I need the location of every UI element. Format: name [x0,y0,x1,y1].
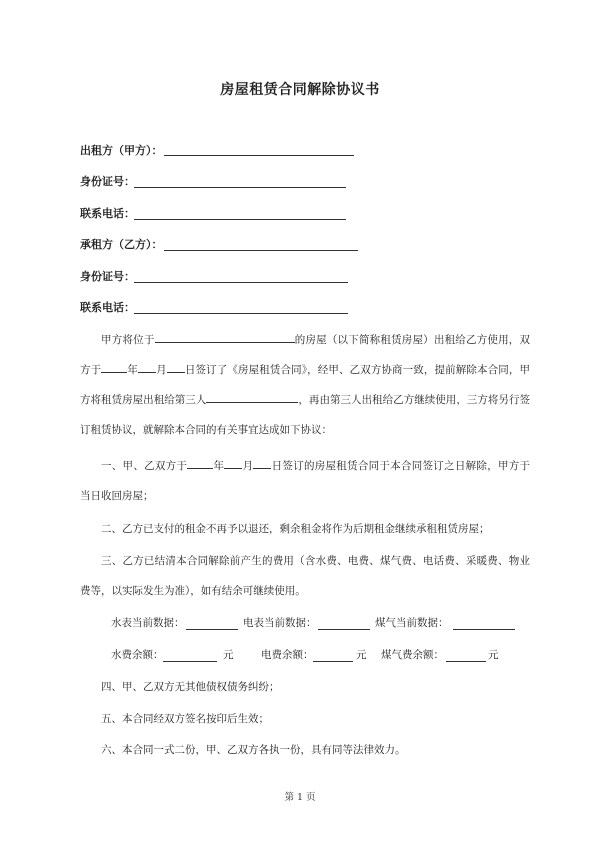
water-reading-line [186,629,238,630]
gas-balance-unit: 元 [488,649,499,661]
electric-balance-unit: 元 [356,649,367,661]
water-balance-line [163,661,217,662]
lessor-label: 出租方（甲方）： [80,144,163,157]
clause-6: 六、本合同一式二份，甲、乙双方各执一份，具有同等法律效力。 [101,744,406,756]
third-party-blank [206,390,298,403]
clause-5: 五、本合同经双方签名按印后生效； [101,713,269,725]
intro-text-5: 日签订了《房屋租赁合同》，经甲、乙双方协商一致，提前解除本合同，甲方将租赁房屋出租给第三人 [80,364,531,406]
water-balance-unit: 元 [223,649,234,661]
water-reading-label: 水表当前数据： [111,617,185,629]
intro-text-6: ，再由第三人出租给乙方继续使用，三方将另行签订租赁协议，就解除本合同的有关事宜达成如下协议： [80,394,531,436]
intro-paragraph [80,325,530,445]
lessor-name-line [164,155,354,156]
address-blank [155,330,295,343]
document-title: 房屋租赁合同解除协议书 [220,82,380,98]
page-footer: 第 1 页 [284,792,316,803]
gas-reading-label: 煤气当前数据： [375,617,449,629]
lessee-phone-label: 联系电话： [80,301,135,314]
clause-2: 二、乙方已支付的租金不再予以退还，剩余租金将作为后期租金继续承租租赁房屋； [101,523,490,535]
clause-1-text-2: 年 [213,460,225,472]
gas-balance-line [446,661,486,662]
clause-1-month-blank [224,456,242,469]
clause-3: 三、乙方已结清本合同解除前产生的费用（含水费、电费、煤气费、电话费、采暖费、物业费等，以实际发生为准），如有结余可继续使用。 [80,555,530,597]
lessor-id-label: 身份证号： [80,175,135,188]
lessor-phone-line [134,219,346,220]
clause-1-year-blank [187,456,213,469]
clause-1-text-4: 日签订的房屋租赁合同于本合同签订之日解除，甲方于当日收回房屋； [80,460,531,502]
lessee-label: 承租方（乙方）： [80,238,163,251]
water-balance-label: 水费余额： [111,649,164,661]
intro-text-3: 年 [127,364,138,376]
year-blank [101,360,127,373]
lessor-id-line [134,187,346,188]
clause-1-day-blank [253,456,271,469]
month-blank [138,360,156,373]
lessee-id-line [134,282,348,283]
electric-reading-line [318,629,370,630]
day-blank [167,360,185,373]
electric-balance-line [313,661,353,662]
lessee-phone-line [134,313,348,314]
lessor-phone-label: 联系电话： [80,207,135,220]
electric-balance-label: 电费余额： [261,649,314,661]
clause-1-text-3: 月 [242,460,254,472]
electric-reading-label: 电表当前数据： [243,617,317,629]
clause-1-text-1: 一、甲、乙双方于 [101,460,188,472]
lessee-id-label: 身份证号： [80,270,135,283]
clause-1 [80,451,530,511]
lessee-name-line [164,250,358,251]
clause-4: 四、甲、乙双方无其他债权债务纠纷； [101,681,280,693]
gas-balance-label: 煤气费余额： [381,649,444,661]
intro-text-1: 甲方将位于 [101,334,155,346]
intro-text-4: 月 [156,364,167,376]
intro-text-2: 的房屋（以下简称租赁房屋）出租给乙方使用，双方于 [80,334,531,376]
gas-reading-line [453,629,515,630]
